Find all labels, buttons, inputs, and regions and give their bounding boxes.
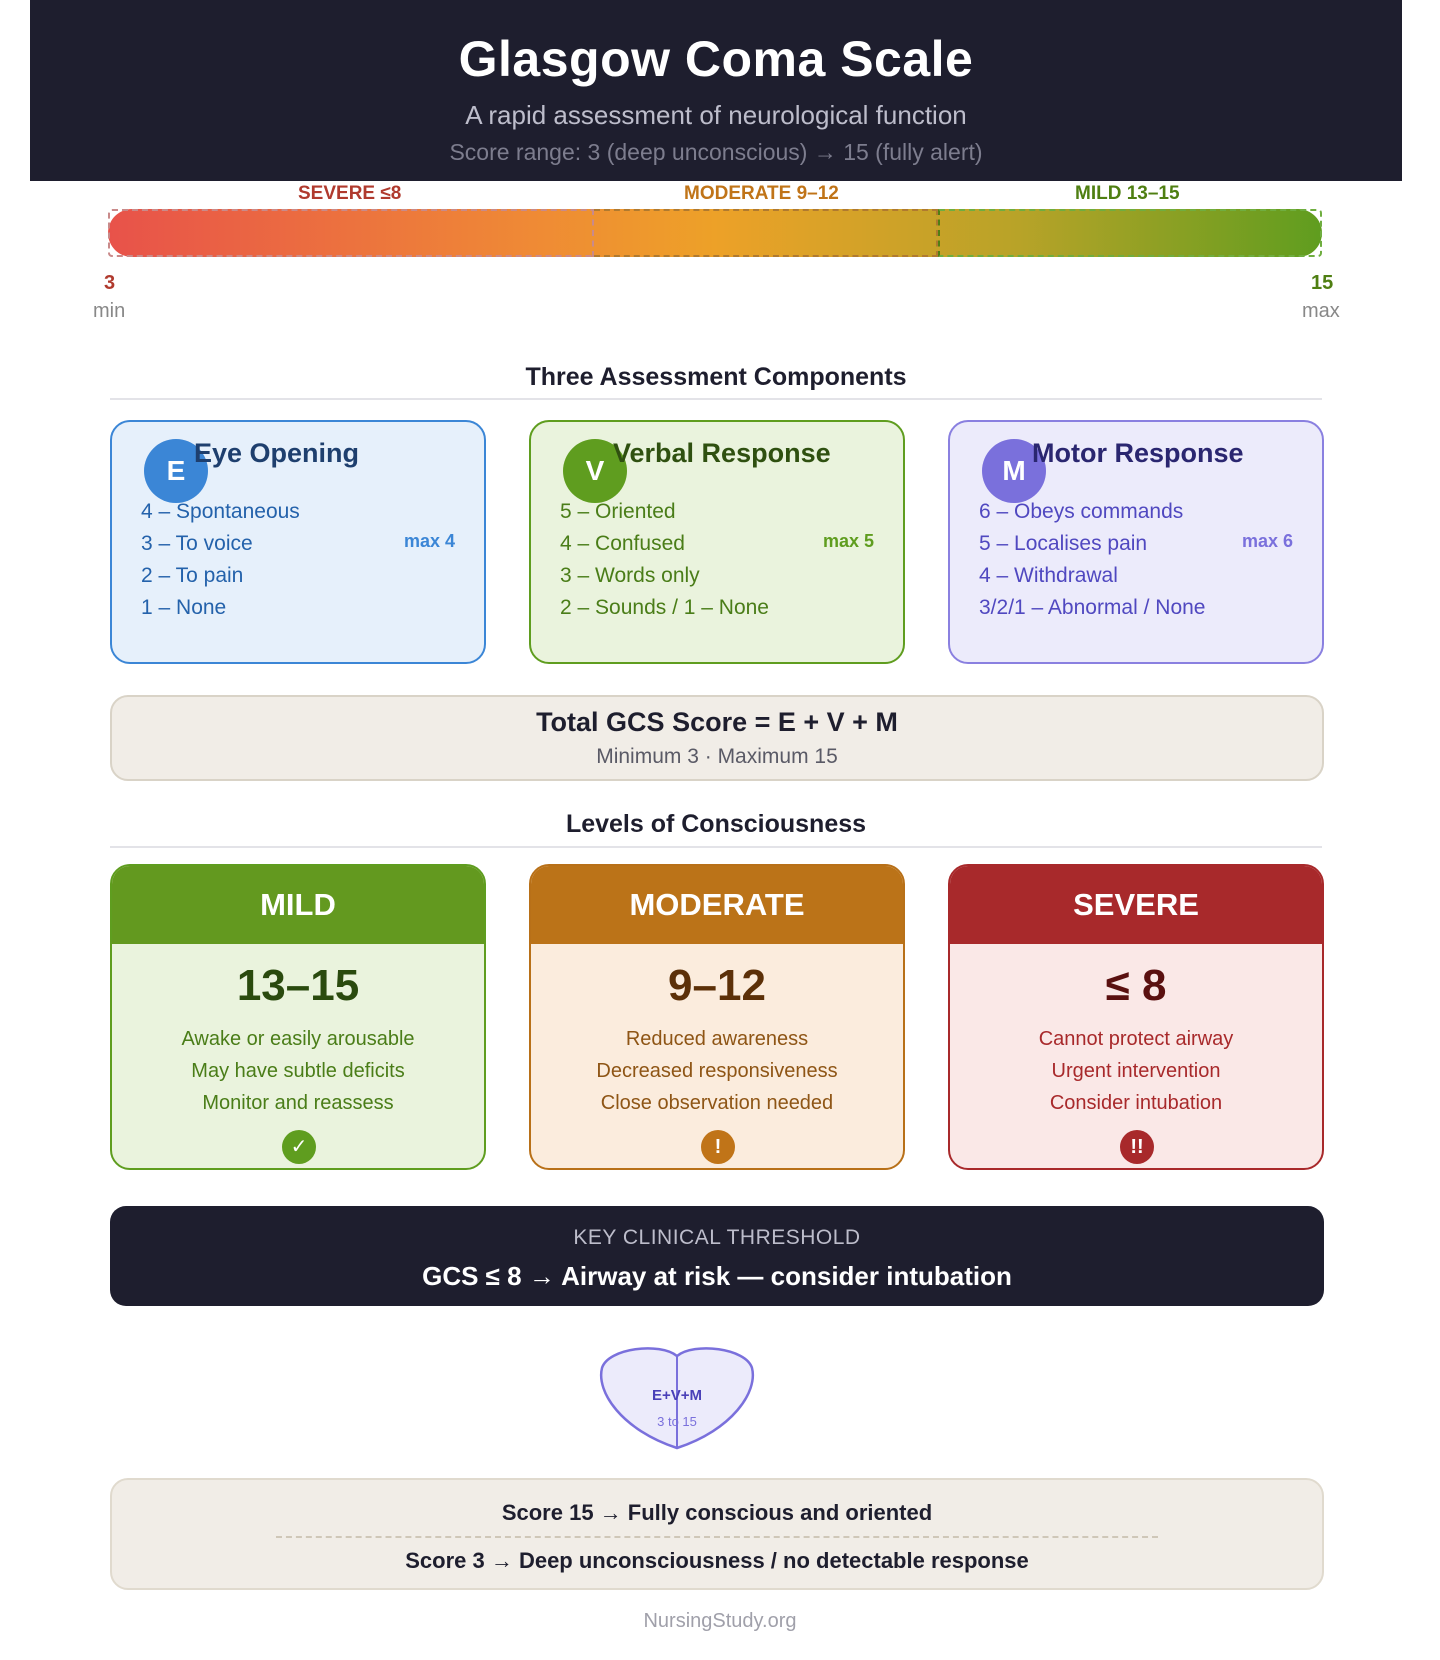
note-high-score: Score 15 → Fully conscious and oriented (501, 1500, 933, 1525)
list-item: 5 – Localises pain (979, 532, 1148, 555)
note-low-score: Score 3 → Deep unconsciousness / no detectable response (405, 1548, 1029, 1573)
scale-max-value: 15 (1311, 272, 1334, 294)
motor-letter-badge: M (982, 439, 1046, 503)
header-banner (30, 0, 1402, 181)
zone-severe-outline (108, 209, 594, 257)
list-item: Decreased responsiveness (596, 1060, 838, 1082)
eye-score-list (141, 496, 300, 624)
severity-gradient-bar (108, 209, 1322, 257)
scale-min-value: 3 (104, 272, 116, 294)
clinical-threshold-banner (110, 1206, 1324, 1306)
checkmark-icon: ✓ (282, 1130, 316, 1164)
list-item: 5 – Oriented (560, 500, 676, 523)
footer-source: NursingStudy.org (643, 1610, 797, 1632)
double-alert-icon: !! (1120, 1130, 1154, 1164)
list-item: May have subtle deficits (191, 1060, 405, 1082)
zone-label-moderate: MODERATE 9–12 (684, 183, 839, 204)
list-item: Urgent intervention (1051, 1060, 1221, 1082)
eye-max-score: max 4 (403, 531, 455, 551)
total-formula: Total GCS Score = E + V + M (536, 707, 898, 737)
level-mild-range: 13–15 (236, 961, 360, 1010)
level-moderate-range: 9–12 (668, 961, 766, 1010)
eye-letter-badge: E (144, 439, 208, 503)
list-item: 4 – Withdrawal (979, 564, 1118, 587)
list-item: 2 – To pain (141, 564, 244, 587)
components-divider (110, 398, 1322, 400)
list-item: 2 – Sounds / 1 – None (560, 596, 769, 619)
zone-moderate-outline (594, 209, 938, 257)
list-item: Consider intubation (1049, 1092, 1223, 1114)
level-mild-list (112, 1023, 484, 1119)
level-card-moderate (529, 864, 905, 1170)
eye-card-title: Eye Opening (194, 438, 360, 468)
list-item: 3 – To voice (141, 532, 253, 555)
zone-mild-outline (938, 209, 1322, 257)
level-moderate-list (531, 1023, 903, 1119)
score-notes-box (110, 1478, 1324, 1590)
brain-range-label: 3 to 15 (657, 1414, 697, 1429)
notes-divider (276, 1536, 1158, 1538)
page-title: Glasgow Coma Scale (458, 31, 974, 87)
zone-label-mild: MILD 13–15 (1075, 183, 1180, 204)
motor-response-card (948, 420, 1324, 664)
page-subtitle: A rapid assessment of neurological function (465, 100, 967, 130)
list-item: 4 – Confused (560, 532, 685, 555)
total-range: Minimum 3 · Maximum 15 (596, 745, 838, 768)
level-mild-title: MILD (112, 866, 484, 944)
level-severe-range: ≤ 8 (1105, 961, 1167, 1010)
level-moderate-title: MODERATE (531, 866, 903, 944)
threshold-text: GCS ≤ 8 → Airway at risk — consider intubation (422, 1261, 1012, 1291)
scale-max-label: max (1302, 300, 1340, 322)
list-item: 3 – Words only (560, 564, 700, 587)
list-item: 3/2/1 – Abnormal / None (979, 596, 1206, 619)
list-item: Cannot protect airway (1038, 1028, 1234, 1050)
list-item: Awake or easily arousable (181, 1028, 415, 1050)
level-severe-title: SEVERE (950, 866, 1322, 944)
list-item: Reduced awareness (625, 1028, 809, 1050)
threshold-label: KEY CLINICAL THRESHOLD (573, 1226, 861, 1249)
level-card-mild (110, 864, 486, 1170)
list-item: Monitor and reassess (202, 1092, 394, 1114)
list-item: 1 – None (141, 596, 227, 619)
motor-score-list (979, 496, 1205, 624)
brain-formula-label: E+V+M (651, 1387, 703, 1404)
verbal-max-score: max 5 (822, 531, 874, 551)
verbal-card-title: Verbal Response (613, 438, 831, 468)
verbal-response-card (529, 420, 905, 664)
warning-icon: ! (701, 1130, 735, 1164)
eye-opening-card (110, 420, 486, 664)
total-score-box (110, 695, 1324, 781)
scale-min-label: min (93, 300, 126, 322)
components-heading: Three Assessment Components (525, 363, 907, 391)
motor-card-title: Motor Response (1032, 438, 1244, 468)
level-card-severe (948, 864, 1324, 1170)
verbal-score-list (560, 496, 769, 624)
list-item: 4 – Spontaneous (141, 500, 300, 523)
level-severe-list (950, 1023, 1322, 1119)
levels-divider (110, 846, 1322, 848)
score-range-note: Score range: 3 (deep unconscious) → 15 (fully alert) (449, 139, 983, 165)
motor-max-score: max 6 (1241, 531, 1293, 551)
list-item: Close observation needed (600, 1092, 834, 1114)
brain-icon (588, 1344, 766, 1450)
verbal-letter-badge: V (563, 439, 627, 503)
levels-heading: Levels of Consciousness (565, 810, 867, 838)
zone-label-severe: SEVERE ≤8 (298, 183, 402, 204)
list-item: 6 – Obeys commands (979, 500, 1184, 523)
